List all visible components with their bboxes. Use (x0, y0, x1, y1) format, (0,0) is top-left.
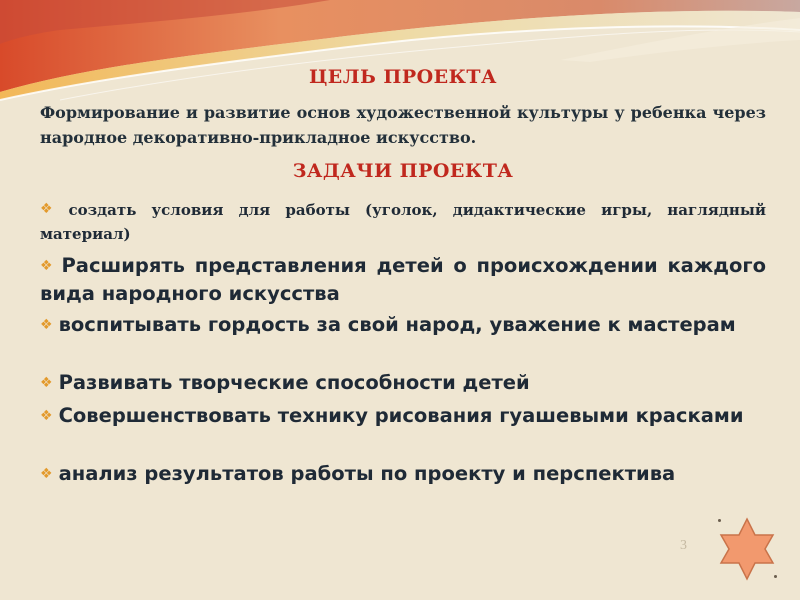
diamond-bullet-icon: ❖ (40, 375, 53, 391)
decorative-dot (718, 519, 721, 522)
task-item (40, 197, 766, 246)
task-text: создать условия для работы (уголок, дидактические игры, наглядный материал) (40, 201, 766, 243)
task-text: анализ результатов работы по проекту и перспектива (58, 462, 676, 485)
task-item (40, 252, 766, 308)
page-number: 3 (680, 538, 687, 553)
decorative-dot (774, 575, 777, 578)
diamond-bullet-icon: ❖ (40, 258, 56, 274)
task-text: Развивать творческие способности детей (58, 371, 530, 394)
tasks-heading: ЗАДАЧИ ПРОЕКТА (292, 160, 514, 182)
diamond-bullet-icon: ❖ (40, 201, 63, 217)
task-text: Совершенствовать технику рисования гуашевыми красками (58, 404, 744, 427)
task-item (40, 369, 766, 397)
diamond-bullet-icon: ❖ (40, 408, 53, 424)
diamond-bullet-icon: ❖ (40, 317, 53, 333)
goal-text: Формирование и развитие основ художественной культуры у ребенка через народное декоративно-прикладное искусство. (40, 103, 766, 147)
task-text: Расширять представления детей о происхождении каждого вида народного искусства (40, 254, 766, 305)
task-item (40, 402, 766, 430)
task-item (40, 460, 766, 488)
task-item (40, 311, 766, 339)
task-text: воспитывать гордость за свой народ, уважение к мастерам (58, 313, 736, 336)
goal-heading: ЦЕЛЬ ПРОЕКТА (308, 66, 498, 88)
star-icon (715, 517, 779, 581)
diamond-bullet-icon: ❖ (40, 466, 53, 482)
